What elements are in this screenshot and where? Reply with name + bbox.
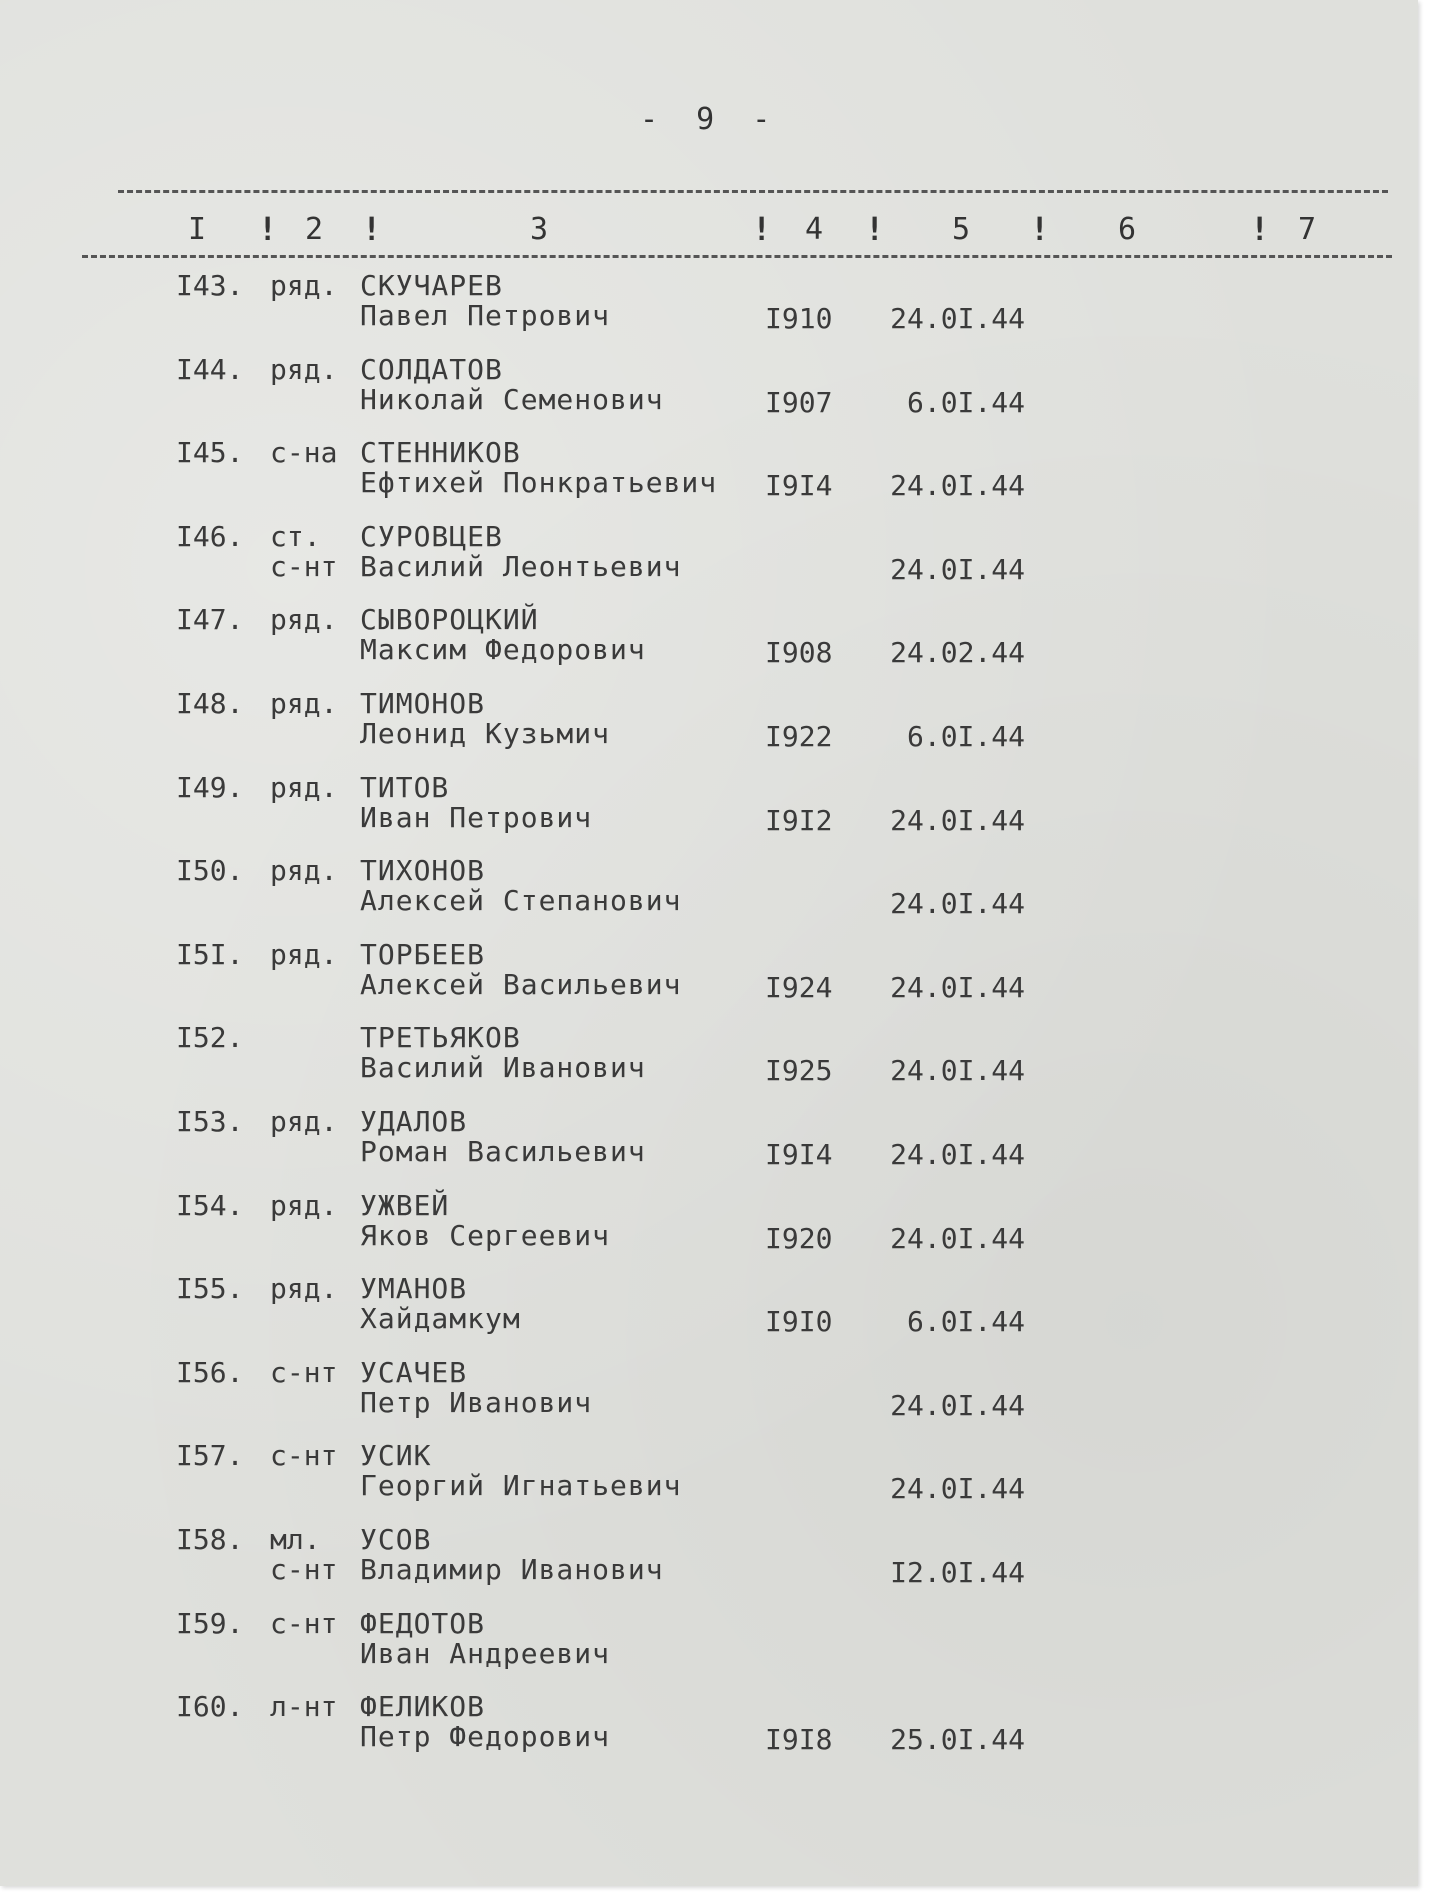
record-number: I50.: [176, 854, 244, 888]
record-surname: ФЕДОТОВ: [360, 1606, 486, 1640]
record-rank: с-нт: [270, 1606, 338, 1640]
record-rank: л-нт: [270, 1690, 338, 1724]
record-date: 24.0I.44: [890, 1221, 1025, 1255]
record-rank: с-нт: [270, 1439, 338, 1473]
record-number: I45.: [176, 436, 244, 470]
record-number: I54.: [176, 1188, 244, 1222]
header-top-rule: [118, 190, 1388, 193]
record-given-name: Петр Федорович: [360, 1720, 611, 1754]
record-birth-year: I920: [765, 1221, 833, 1255]
record-given-name: Иван Андреевич: [360, 1636, 611, 1670]
record-surname: ФЕЛИКОВ: [360, 1690, 486, 1724]
record-rank: ряд.: [270, 1104, 338, 1138]
record-row: [0, 1190, 1418, 1274]
record-given-name: Павел Петрович: [360, 299, 611, 332]
record-given-name: Петр Иванович: [360, 1385, 593, 1419]
record-date: 6.0I.44: [906, 719, 1025, 753]
record-birth-year: I922: [765, 719, 833, 753]
record-number: I49.: [176, 770, 244, 804]
record-surname: УСАЧЕВ: [360, 1355, 468, 1389]
record-row: [0, 1440, 1418, 1524]
record-date: 24.0I.44: [890, 803, 1025, 837]
record-row: [0, 354, 1418, 438]
record-row: [0, 1608, 1418, 1692]
record-given-name: Георгий Игнатьевич: [360, 1469, 682, 1503]
record-date: 24.0I.44: [890, 970, 1025, 1004]
record-date: 25.0I.44: [890, 1723, 1025, 1757]
record-date: 24.0I.44: [890, 887, 1025, 921]
record-number: I60.: [176, 1690, 244, 1724]
record-row: [0, 1357, 1418, 1441]
column-separator: !: [752, 210, 772, 248]
record-surname: СЫВОРОЦКИЙ: [360, 603, 539, 637]
record-birth-year: I9I0: [765, 1305, 833, 1339]
record-rank: ряд.: [270, 269, 338, 302]
record-number: I56.: [176, 1355, 244, 1389]
record-given-name: Леонид Кузьмич: [360, 716, 611, 750]
record-row: [0, 1524, 1418, 1608]
record-rank: ряд.: [270, 603, 338, 637]
column-separator: !: [1250, 210, 1270, 248]
record-rank: мл.: [270, 1522, 321, 1556]
record-date: 6.0I.44: [906, 1305, 1025, 1339]
record-surname: ТОРБЕЕВ: [360, 937, 486, 971]
record-number: I44.: [176, 352, 244, 386]
record-rank: с-на: [270, 436, 338, 470]
record-row: [0, 772, 1418, 856]
record-surname: СУРОВЦЕВ: [360, 519, 503, 553]
record-number: I58.: [176, 1522, 244, 1556]
record-rank-line2: с-нт: [270, 549, 338, 583]
record-date: 24.0I.44: [890, 1388, 1025, 1422]
column-separator: !: [1030, 210, 1050, 248]
column-separator: !: [258, 210, 278, 248]
record-given-name: Алексей Степанович: [360, 884, 682, 918]
record-row: [0, 270, 1418, 354]
header-bottom-rule: [82, 255, 1392, 258]
record-number: I52.: [176, 1021, 244, 1055]
record-surname: ТИМОНОВ: [360, 686, 486, 720]
record-number: I48.: [176, 686, 244, 720]
record-surname: ТИТОВ: [360, 770, 450, 804]
record-birth-year: I9I8: [765, 1723, 833, 1757]
record-row: [0, 1022, 1418, 1106]
record-given-name: Роман Васильевич: [360, 1134, 646, 1168]
column-header-3: 3: [530, 212, 549, 247]
record-row: [0, 688, 1418, 772]
record-number: I47.: [176, 603, 244, 637]
record-given-name: Василий Леонтьевич: [360, 549, 682, 583]
record-rank: ряд.: [270, 1188, 338, 1222]
record-surname: СТЕННИКОВ: [360, 436, 521, 470]
record-surname: СКУЧАРЕВ: [360, 269, 503, 302]
record-surname: СОЛДАТОВ: [360, 352, 503, 386]
record-date: 24.0I.44: [890, 1472, 1025, 1506]
record-row: [0, 437, 1418, 521]
record-row: [0, 855, 1418, 939]
record-date: 24.0I.44: [890, 302, 1025, 335]
page-number: - 9 -: [640, 102, 781, 137]
record-birth-year: I910: [765, 302, 833, 335]
record-number: I57.: [176, 1439, 244, 1473]
record-given-name: Максим Федорович: [360, 633, 646, 667]
record-birth-year: I907: [765, 385, 833, 419]
record-date: 24.0I.44: [890, 1137, 1025, 1171]
record-given-name: Николай Семенович: [360, 382, 664, 416]
record-rank: ряд.: [270, 854, 338, 888]
record-birth-year: I908: [765, 636, 833, 670]
record-surname: УДАЛОВ: [360, 1104, 468, 1138]
record-row: [0, 1273, 1418, 1357]
column-header-2: 2: [305, 212, 324, 247]
record-surname: УМАНОВ: [360, 1272, 468, 1306]
record-number: I53.: [176, 1104, 244, 1138]
record-rank: ряд.: [270, 352, 338, 386]
record-number: I46.: [176, 519, 244, 553]
record-rank: ряд.: [270, 770, 338, 804]
record-given-name: Иван Петрович: [360, 800, 593, 834]
record-surname: УЖВЕЙ: [360, 1188, 450, 1222]
record-number: I43.: [176, 269, 244, 302]
record-surname: УСОВ: [360, 1522, 432, 1556]
record-surname: ТРЕТЬЯКОВ: [360, 1021, 521, 1055]
record-row: [0, 521, 1418, 605]
record-number: I55.: [176, 1272, 244, 1306]
column-separator: !: [362, 210, 382, 248]
record-date: 6.0I.44: [906, 385, 1025, 419]
record-rank: ст.: [270, 519, 321, 553]
record-birth-year: I925: [765, 1054, 833, 1088]
record-number: I5I.: [176, 937, 244, 971]
record-given-name: Василий Иванович: [360, 1051, 646, 1085]
record-given-name: Ефтихей Понкратьевич: [360, 466, 718, 500]
record-birth-year: I9I2: [765, 803, 833, 837]
column-header-6: 6: [1118, 212, 1137, 247]
record-given-name: Хайдамкум: [360, 1302, 521, 1336]
record-date: 24.02.44: [890, 636, 1025, 670]
record-row: [0, 604, 1418, 688]
record-birth-year: I9I4: [765, 1137, 833, 1171]
record-date: 24.0I.44: [890, 469, 1025, 503]
record-given-name: Владимир Иванович: [360, 1552, 664, 1586]
record-date: 24.0I.44: [890, 1054, 1025, 1088]
column-separator: !: [865, 210, 885, 248]
column-header-5: 5: [952, 212, 971, 247]
record-given-name: Яков Сергеевич: [360, 1218, 611, 1252]
record-rank: ряд.: [270, 937, 338, 971]
record-row: [0, 1691, 1418, 1775]
record-list: [0, 270, 1418, 1775]
record-surname: ТИХОНОВ: [360, 854, 486, 888]
record-rank: с-нт: [270, 1355, 338, 1389]
record-birth-year: I9I4: [765, 469, 833, 503]
column-header-1: I: [188, 212, 207, 247]
record-rank: ряд.: [270, 686, 338, 720]
column-header-4: 4: [805, 212, 824, 247]
record-number: I59.: [176, 1606, 244, 1640]
record-row: [0, 1106, 1418, 1190]
column-header-7: 7: [1298, 212, 1317, 247]
record-rank-line2: с-нт: [270, 1552, 338, 1586]
record-row: [0, 939, 1418, 1023]
record-birth-year: I924: [765, 970, 833, 1004]
record-surname: УСИК: [360, 1439, 432, 1473]
record-date: I2.0I.44: [890, 1555, 1025, 1589]
record-date: 24.0I.44: [890, 552, 1025, 586]
record-given-name: Алексей Васильевич: [360, 967, 682, 1001]
record-rank: ряд.: [270, 1272, 338, 1306]
